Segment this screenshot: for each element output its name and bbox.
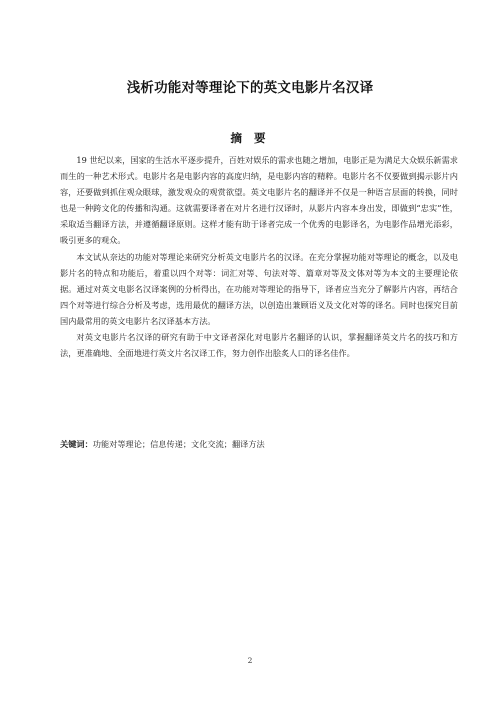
document-title: 浅析功能对等理论下的英文电影片名汉译 xyxy=(126,80,374,96)
keywords-line xyxy=(60,437,460,451)
keywords-label: 关键词： xyxy=(60,439,93,449)
abstract-body xyxy=(60,152,458,361)
abstract-paragraph: 对英文电影片名汉译的研究有助于中文译者深化对电影片名翻译的认识，掌握翻译英文片名的技巧和方法，更准确地、全面地进行英文片名汉译工作，努力创作出脍炙人口的译名佳作。 xyxy=(60,332,458,359)
abstract-heading: 摘 要 xyxy=(230,131,270,145)
abstract-paragraph: 19 世纪以来，国家的生活水平逐步提升，百姓对娱乐的需求也随之增加，电影正是为满足大众娱乐新需求而生的一种艺术形式。电影片名是电影内容的高度归纳，是电影内容的精粹。电影片名不仅要做到揭示影片内容，还要做到抓住观众眼球，激发观众的观赏欲望。英文电影片名的翻译并不仅是一种语言层面的转换，同时也是一种跨文化的传播和沟通。这就需要译者在对片名进行汉译时，从影片内容本身出发，即做到“忠实”性，采取适当翻译方法，并遵循翻译原则。这样才能有助于译者完成一个优秀的电影译名，为电影作品增光添彩，吸引更多的观众。 xyxy=(60,155,458,246)
keywords-text: 功能对等理论；信息传递；文化交流；翻译方法 xyxy=(92,439,265,449)
page-number: 2 xyxy=(247,656,253,665)
abstract-paragraph: 本文试从奈达的功能对等理论来研究分析英文电影片名的汉译。在充分掌握功能对等理论的概念，以及电影片名的特点和功能后，着重以四个对等：词汇对等、句法对等、篇章对等及文体对等为本文的主要理论依据。通过对英文电影名汉译案例的分析得出，在功能对等理论的指导下，译者应当充分了解影片内容，再结合四个对等进行综合分析及考虑，选用最优的翻译方法，以创造出兼顾语义及文化对等的译名。同时也探究目前国内最常用的英文电影片名汉译基本方法。 xyxy=(60,251,458,326)
